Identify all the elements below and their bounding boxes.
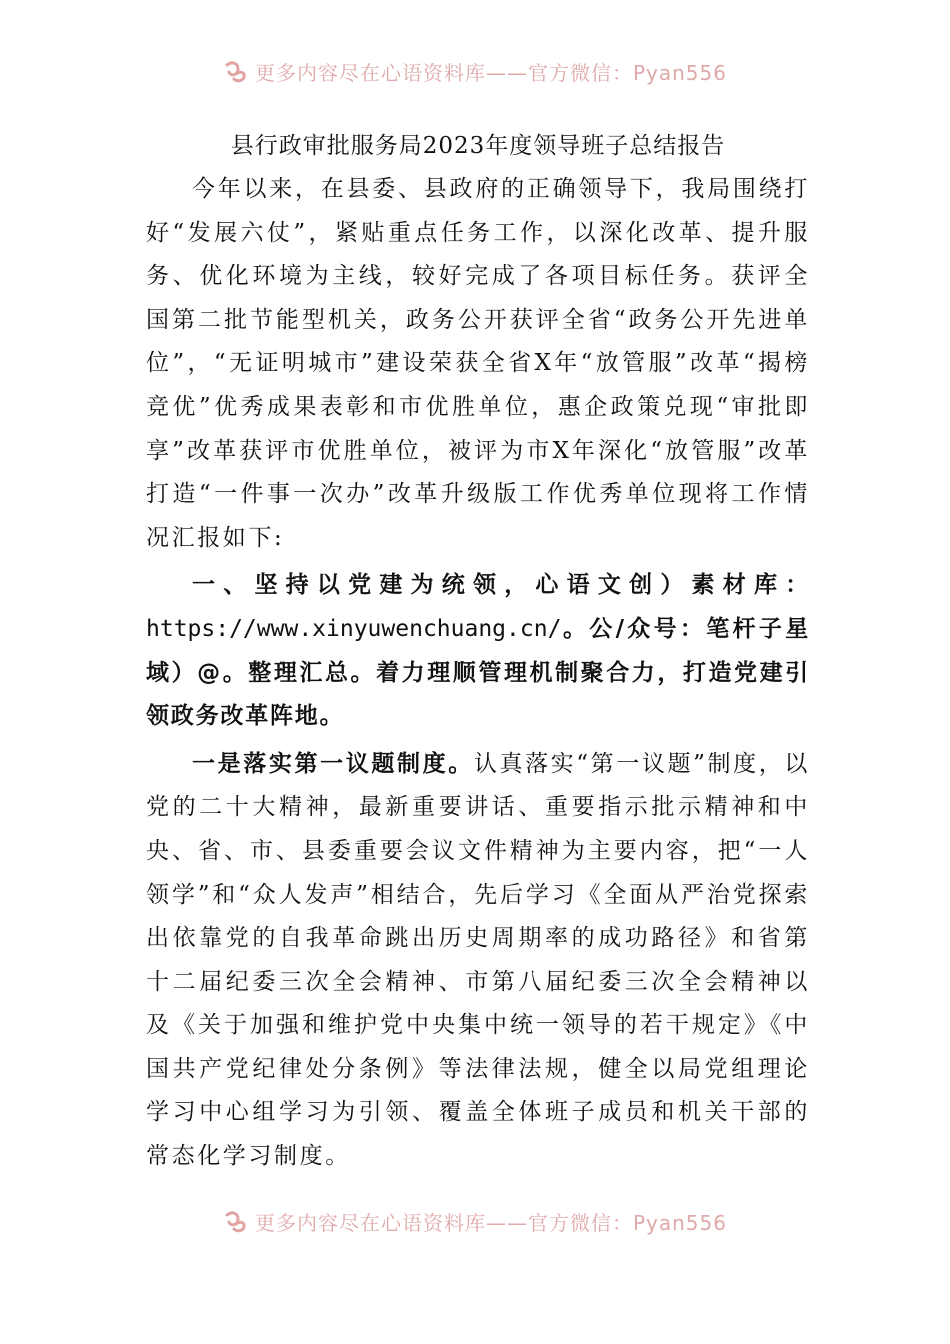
section-heading-text-1: 一、坚持以党建为统领，心语文创）素材库： (192, 572, 810, 599)
section-heading-text-2: 。公/众号：笔杆子星域）@。整理汇总。着力理顺管理机制聚合力，打造党建引领政务改革阵地。 (146, 615, 810, 730)
watermark-footer (0, 1206, 950, 1236)
watermark-text: 更多内容尽在心语资料库——官方微信：Pyan556 (254, 1210, 727, 1235)
logo-icon (223, 58, 249, 84)
item-lead-1: 一是落实第一议题制度。 (192, 750, 474, 777)
watermark-text: 更多内容尽在心语资料库——官方微信：Pyan556 (254, 60, 727, 85)
watermark-header (0, 56, 950, 86)
logo-icon (223, 1208, 249, 1234)
item-body-1: 认真落实“第一议题”制度，以党的二十大精神，最新重要讲话、重要指示批示精神和中央、省、市、县委重要会议文件精神为主要内容，把“一人领学”和“众人发声”相结合，先后学习《全面从严治党探索出依靠党的自我革命跳出历史周期率的成功路径》和省第十二届纪委三次全会精神、市第八届纪委三次全会精神以及《关于加强和维护党中央集中统一领导的若干规定》《中国共产党纪律处分条例》等法律法规，健全以局党组理论学习中心组学习为引领、覆盖全体班子成员和机关干部的常态化学习制度。 (146, 750, 810, 1170)
intro-paragraph: 今年以来，在县委、县政府的正确领导下，我局围绕打好“发展六仗”，紧贴重点任务工作，以深化改革、提升服务、优化环境为主线，较好完成了各项目标任务。获评全国第二批节能型机关，政务公开获评全省“政务公开先进单位”，“无证明城市”建设荣获全省X年“放管服”改革“揭榜竞优”优秀成果表彰和市优胜单位，惠企政策兑现“审批即享”改革获评市优胜单位，被评为市X年深化“放管服”改革打造“一件事一次办”改革升级版工作优秀单位现将工作情况汇报如下: (146, 176, 810, 551)
source-url: https://www.xinyuwenchuang.cn/ (146, 615, 562, 642)
document-body (146, 124, 810, 1179)
item-paragraph-1 (146, 743, 810, 1179)
document-title: 县行政审批服务局2023年度领导班子总结报告 (230, 133, 726, 159)
section-heading-1 (146, 564, 810, 738)
